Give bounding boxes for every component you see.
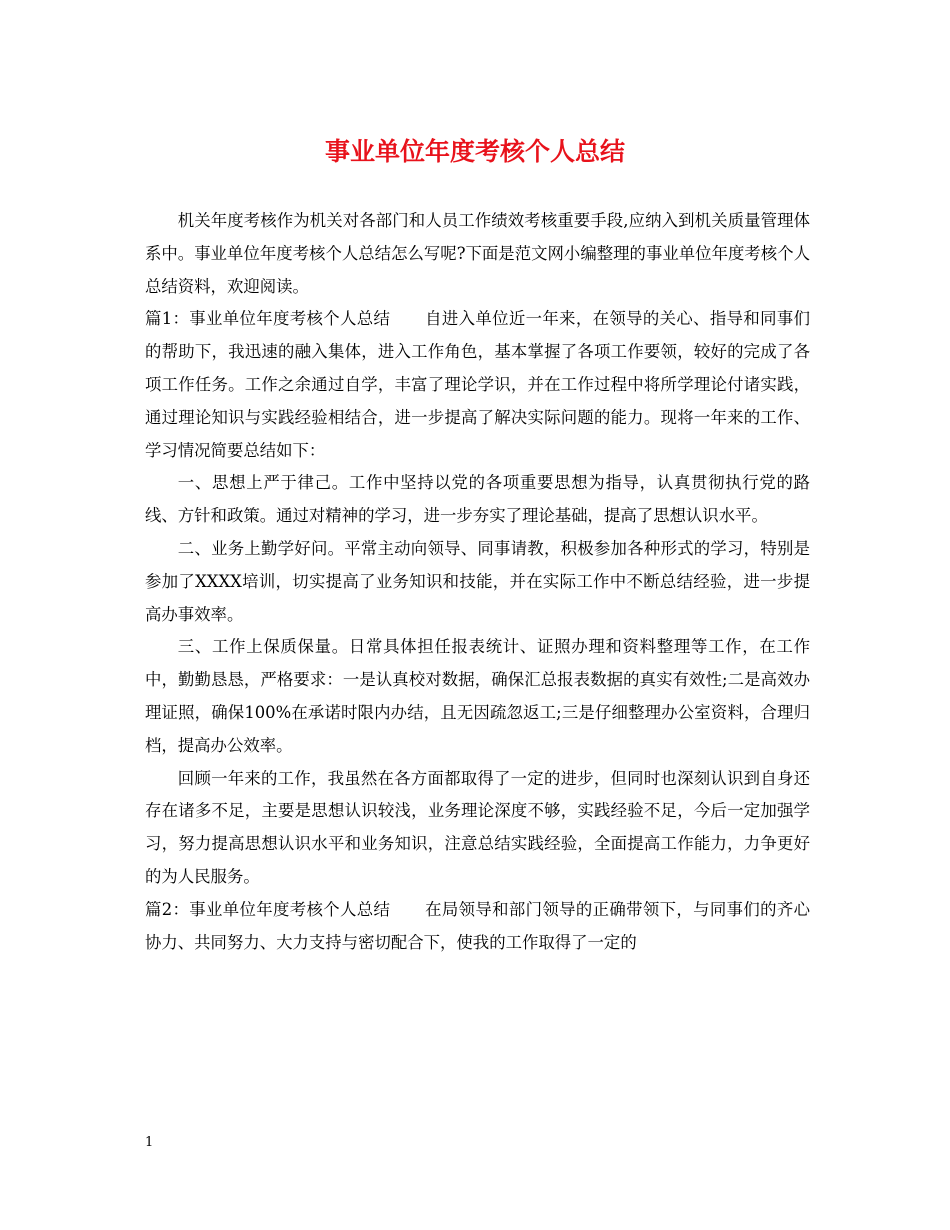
section-2-paragraph [145, 894, 810, 960]
section-1-point-3: 三、工作上保质保量。日常具体担任报表统计、证照办理和资料整理等工作，在工作中，勤勤恳恳，严格要求：一是认真校对数据，确保汇总报表数据的真实有效性;二是高效办理证照，确保100%在承诺时限内办结，且无因疏忽返工;三是仔细整理办公室资料，合理归档，提高办公效率。 [145, 637, 810, 755]
section-2-heading: 篇2：事业单位年度考核个人总结 [145, 899, 391, 919]
document-title: 事业单位年度考核个人总结 [324, 137, 625, 166]
intro-paragraph: 机关年度考核作为机关对各部门和人员工作绩效考核重要手段,应纳入到机关质量管理体系中。事业单位年度考核个人总结怎么写呢?下面是范文网小编整理的事业单位年度考核个人总结资料，欢迎阅读。 [145, 211, 810, 296]
section-1-paragraph [145, 303, 810, 467]
section-1-lead: 自进入单位近一年来，在领导的关心、指导和同事们的帮助下，我迅速的融入集体，进入工作角色，基本掌握了各项工作要领，较好的完成了各项工作任务。工作之余通过自学，丰富了理论学识，并在工作过程中将所学理论付诸实践，通过理论知识与实践经验相结合，进一步提高了解决实际问题的能力。现将一年来的工作、学习情况简要总结如下： [145, 309, 810, 460]
page-number: 1 [145, 1135, 154, 1150]
section-1-point-2: 二、业务上勤学好问。平常主动向领导、同事请教，积极参加各种形式的学习，特别是参加了XXXX培训，切实提高了业务知识和技能，并在实际工作中不断总结经验，进一步提高办事效率。 [145, 538, 810, 624]
section-1-heading: 篇1：事业单位年度考核个人总结 [145, 309, 391, 329]
section-1-point-1: 一、思想上严于律己。工作中坚持以党的各项重要思想为指导，认真贯彻执行党的路线、方针和政策。通过对精神的学习，进一步夯实了理论基础，提高了思想认识水平。 [145, 473, 810, 526]
section-1-conclusion: 回顾一年来的工作，我虽然在各方面都取得了一定的进步，但同时也深刻认识到自身还存在诸多不足，主要是思想认识较浅，业务理论深度不够，实践经验不足，今后一定加强学习，努力提高思想认识水平和业务知识，注意总结实践经验，全面提高工作能力，力争更好的为人民服务。 [145, 768, 810, 886]
document-body [145, 205, 810, 959]
section-2-lead: 在局领导和部门领导的正确带领下，与同事们的齐心协力、共同努力、大力支持与密切配合下，使我的工作取得了一定的 [145, 899, 810, 952]
